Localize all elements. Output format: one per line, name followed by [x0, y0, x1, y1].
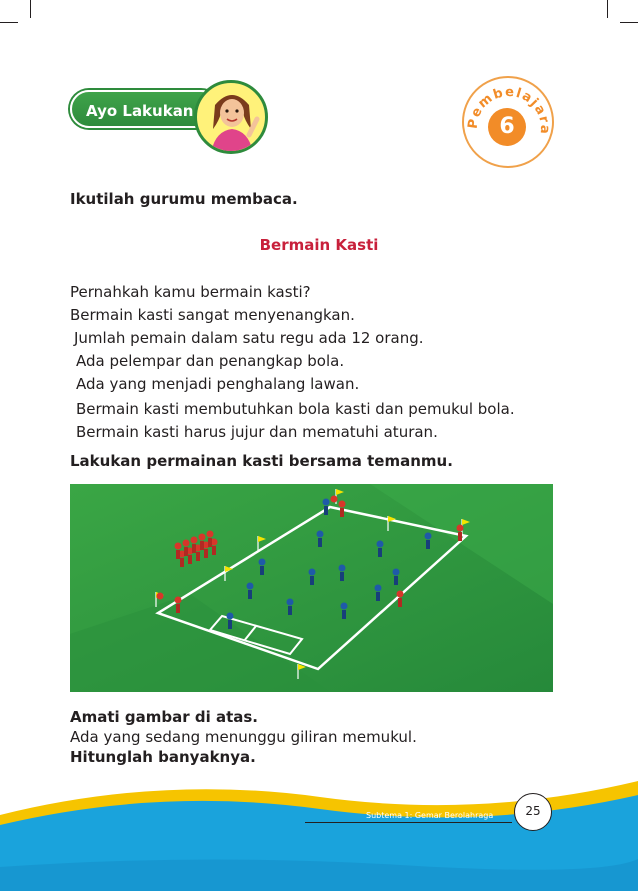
count-text: Hitunglah banyaknya.: [70, 748, 256, 766]
lesson-number: 6: [488, 108, 526, 146]
poem-line: Bermain kasti sangat menyenangkan.: [70, 306, 355, 324]
poem-line: Bermain kasti harus jujur dan mematuhi aturan.: [76, 423, 438, 441]
poem-title: Bermain Kasti: [259, 236, 379, 254]
poem-line: Pernahkah kamu bermain kasti?: [70, 283, 311, 301]
girl-illustration: [194, 80, 268, 154]
footer-wave: [0, 775, 638, 891]
lesson-word: Pembelajara: [465, 84, 552, 136]
waiting-text: Ada yang sedang menunggu giliran memukul.: [70, 728, 417, 746]
poem-line: Ada pelempar dan penangkap bola.: [76, 352, 345, 370]
subtheme-label: Subtema 1: Gemar Berolahraga: [366, 811, 494, 820]
poem-line: Bermain kasti membutuhkan bola kasti dan pemukul bola.: [76, 400, 515, 418]
footer-divider: [305, 822, 512, 823]
instruction-text: Ikutilah gurumu membaca.: [70, 190, 298, 208]
ayo-lakukan-badge: Ayo Lakukan: [70, 90, 220, 128]
poem-line: Ada yang menjadi penghalang lawan.: [76, 375, 360, 393]
kasti-field-illustration: [70, 484, 553, 692]
page-number: 25: [514, 793, 552, 831]
task-text: Lakukan permainan kasti bersama temanmu.: [70, 452, 453, 470]
poem-line: Jumlah pemain dalam satu regu ada 12 orang.: [74, 329, 424, 347]
observe-text: Amati gambar di atas.: [70, 708, 259, 726]
